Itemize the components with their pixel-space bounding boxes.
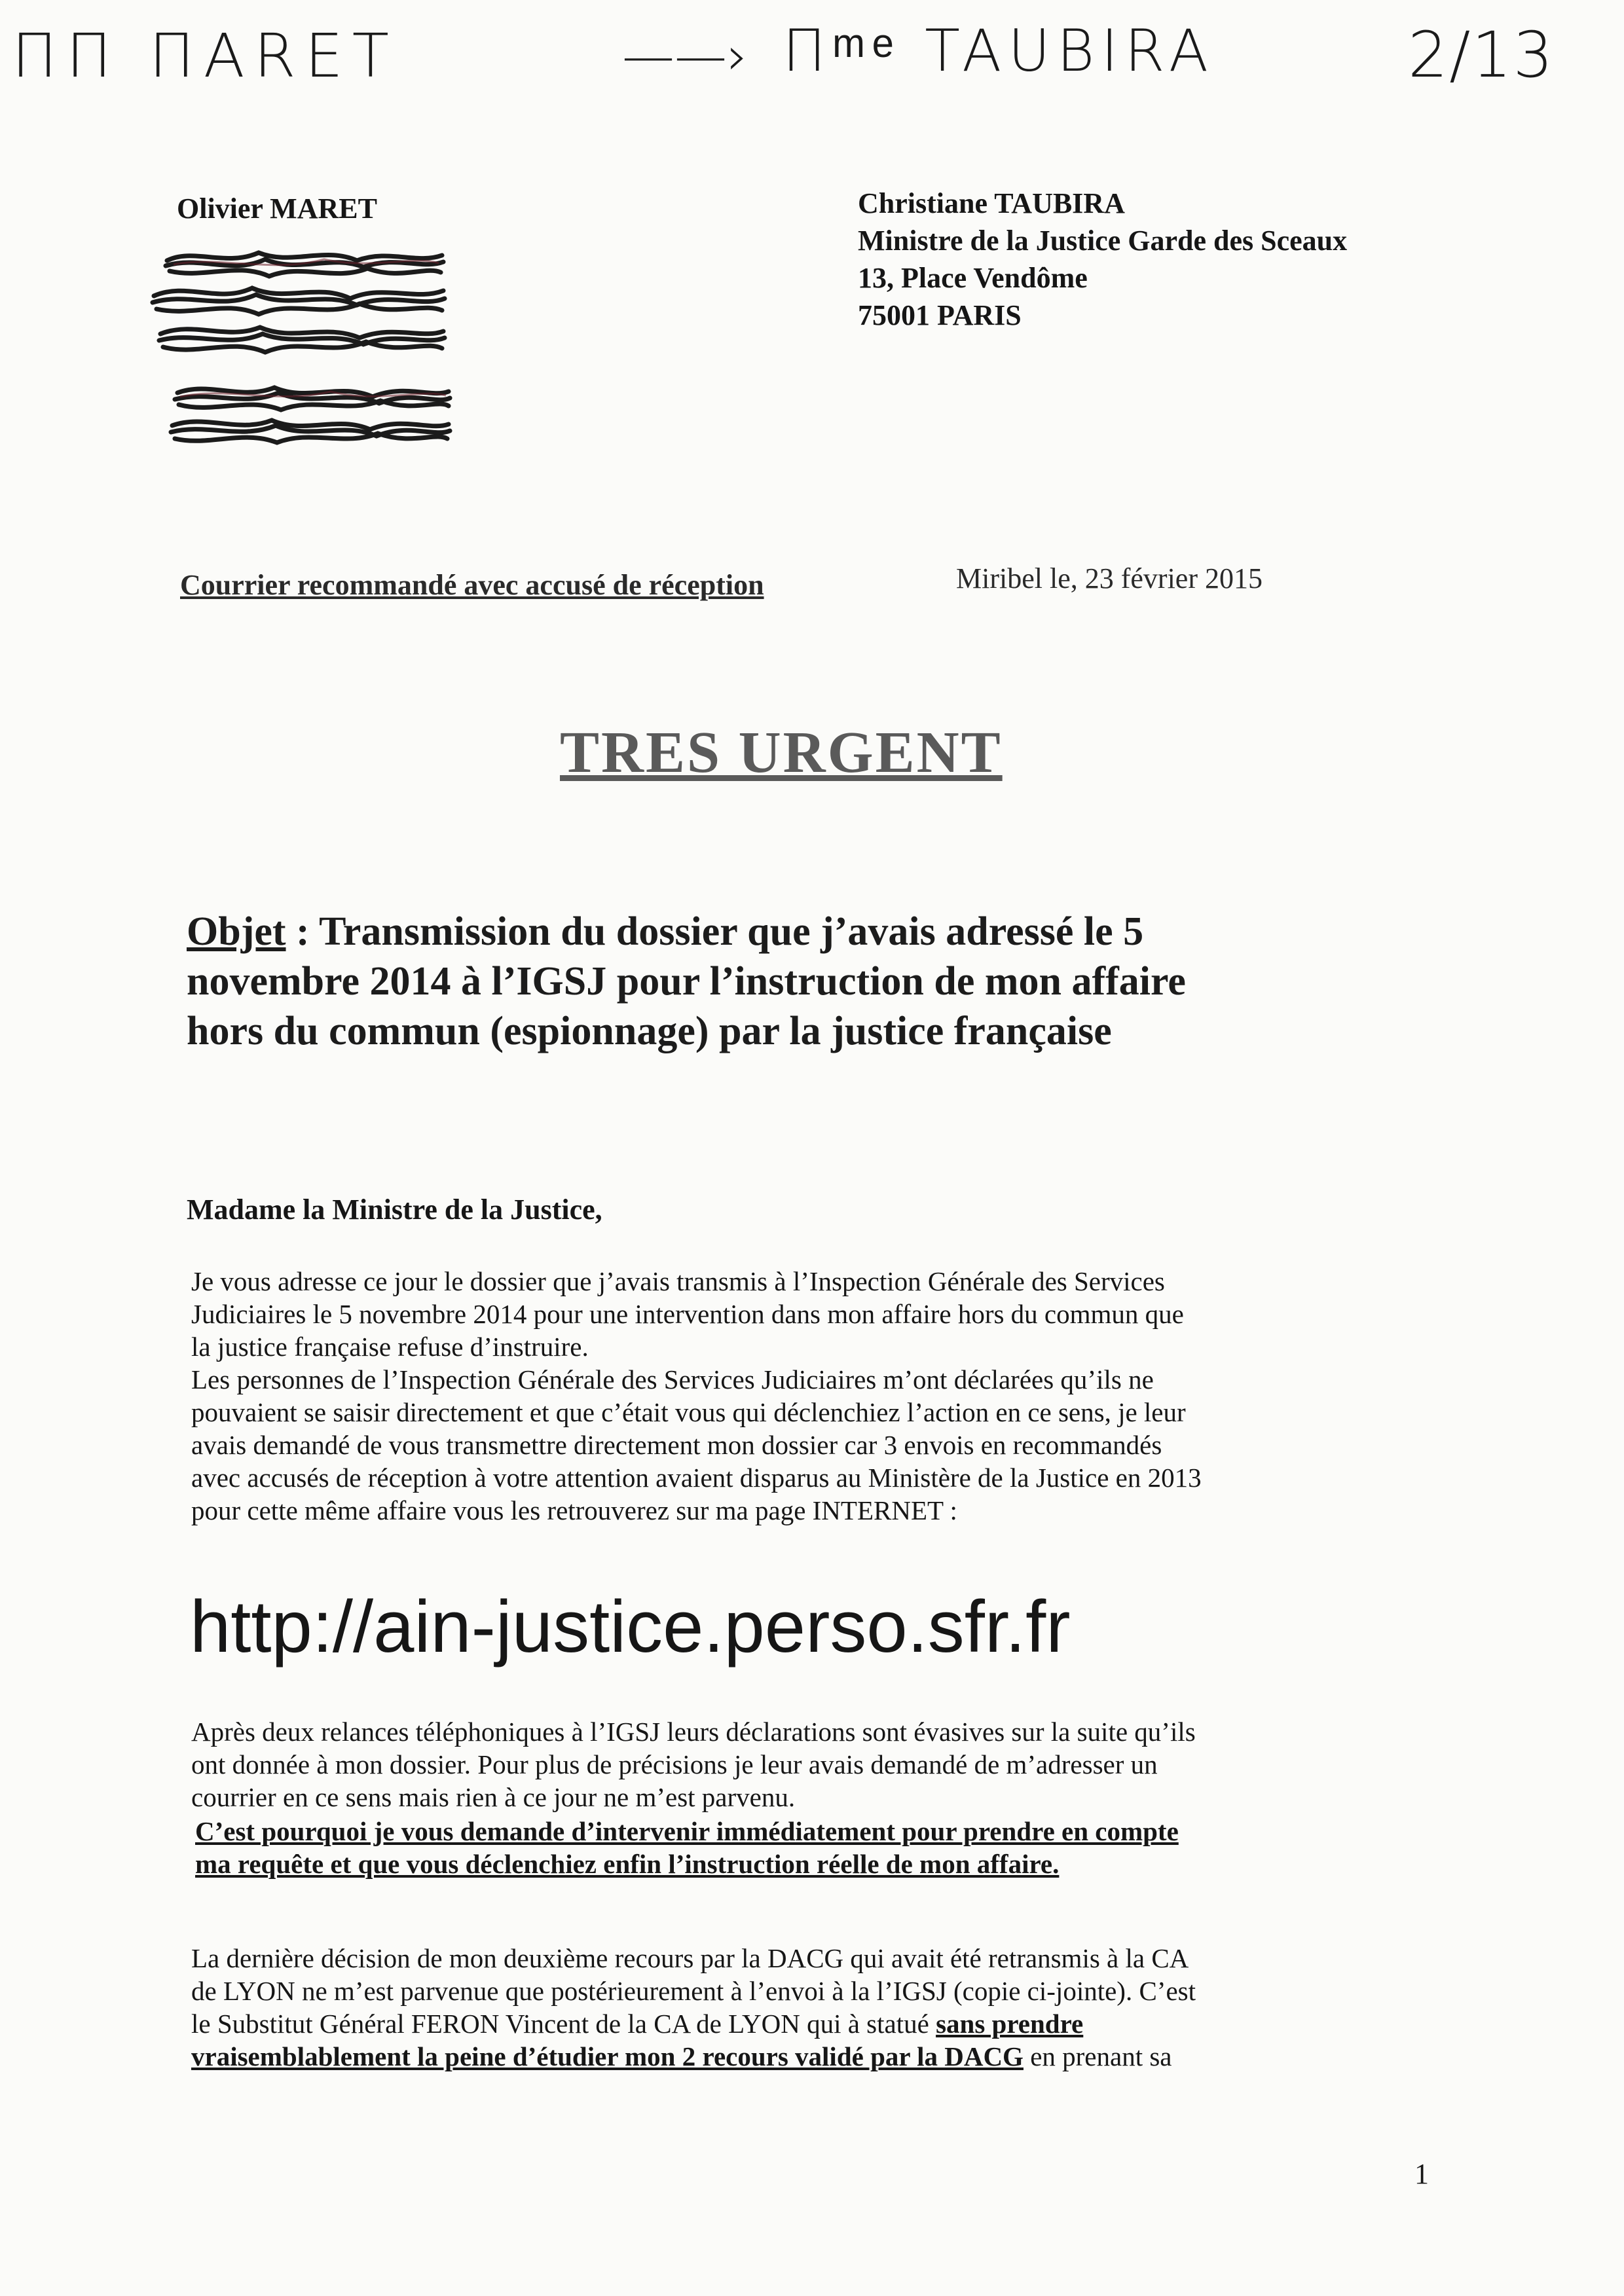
paragraph-3-line: ont donnée à mon dossier. Pour plus de précisions je leur avais demandé de m’adresser un <box>191 1749 1158 1779</box>
sender-name: Olivier MARET <box>177 192 377 225</box>
subject-label: Objet <box>187 909 286 954</box>
redaction-scribble-icon <box>141 236 462 452</box>
paragraph-3 <box>191 1715 1429 1813</box>
mail-type: Courrier recommandé avec accusé de réception <box>180 569 764 601</box>
paragraph-4-line: La dernière décision de mon deuxième recours par la DACG qui avait été retransmis à la CA <box>191 1943 1189 1973</box>
page-number: 1 <box>1414 2158 1429 2190</box>
salutation: Madame la Ministre de la Justice, <box>187 1194 602 1226</box>
sender-block <box>177 190 377 227</box>
handwritten-page-count: 2/13 <box>1408 18 1555 92</box>
paragraph-2-line: pour cette même affaire vous les retrouverez sur ma page INTERNET : <box>191 1495 957 1525</box>
paragraph-2 <box>191 1363 1429 1527</box>
request-line-1: C’est pourquoi je vous demande d’intervenir immédiatement pour prendre en compte <box>195 1816 1179 1846</box>
paragraph-2-line: avais demandé de vous transmettre directement mon dossier car 3 envois en recommandés <box>191 1430 1162 1460</box>
handwritten-recipient: Πᵐᵉ TAUBIRA <box>783 17 1215 84</box>
paragraph-4-line: de LYON ne m’est parvenue que postérieurement à l’envoi à la l’IGSJ (copie ci-jointe). C’est <box>191 1976 1196 2006</box>
request-block <box>195 1815 1433 1880</box>
paragraph-4-underlined: sans prendre <box>936 2009 1084 2039</box>
recipient-street: 13, Place Vendôme <box>858 262 1088 294</box>
website-url[interactable]: http://ain-justice.perso.sfr.fr <box>190 1586 1071 1667</box>
paragraph-3-line: Après deux relances téléphoniques à l’IGSJ leurs déclarations sont évasives sur la suite qu’ils <box>191 1717 1196 1747</box>
subject-separator: : <box>296 909 310 954</box>
redacted-address <box>141 236 462 452</box>
recipient-title: Ministre de la Justice Garde des Sceaux <box>858 225 1348 257</box>
paragraph-4-line: en prenant sa <box>1030 2041 1172 2071</box>
paragraph-4-line: le Substitut Général FERON Vincent de la CA de LYON qui à statué <box>191 2009 929 2039</box>
subject-block <box>187 907 1431 1056</box>
handwritten-arrow: ——› <box>622 26 748 86</box>
urgency-heading: TRES URGENT <box>560 720 1003 785</box>
handwritten-sender: ΠΠ ΠARET <box>12 21 398 91</box>
request-line-2: ma requête et que vous déclenchiez enfin l’instruction réelle de mon affaire. <box>195 1849 1060 1879</box>
subject-line-3: hors du commun (espionnage) par la justice française <box>187 1009 1112 1053</box>
paragraph-1 <box>191 1265 1429 1363</box>
recipient-block <box>858 185 1347 334</box>
paragraph-4 <box>191 1942 1429 2073</box>
paragraph-4-underlined: vraisemblablement la peine d’étudier mon 2 recours validé par la DACG <box>191 2041 1024 2071</box>
paragraph-2-line: pouvaient se saisir directement et que c’était vous qui déclenchiez l’action en ce sens, je leur <box>191 1397 1186 1427</box>
place-date: Miribel le, 23 février 2015 <box>956 562 1263 594</box>
paragraph-2-line: avec accusés de réception à votre attention avaient disparus au Ministère de la Justice en 2013 <box>191 1463 1202 1493</box>
recipient-name: Christiane TAUBIRA <box>858 187 1125 219</box>
paragraph-3-line: courrier en ce sens mais rien à ce jour ne m’est parvenu. <box>191 1782 796 1812</box>
subject-line-2: novembre 2014 à l’IGSJ pour l’instruction de mon affaire <box>187 959 1186 1004</box>
paragraph-1-line: Je vous adresse ce jour le dossier que j’avais transmis à l’Inspection Générale des Services <box>191 1266 1165 1296</box>
paragraph-1-line: la justice française refuse d’instruire. <box>191 1332 589 1362</box>
paragraph-1-line: Judiciaires le 5 novembre 2014 pour une intervention dans mon affaire hors du commun que <box>191 1299 1184 1329</box>
subject-line-1: Transmission du dossier que j’avais adressé le 5 <box>319 909 1144 954</box>
recipient-city: 75001 PARIS <box>858 299 1022 331</box>
paragraph-2-line: Les personnes de l’Inspection Générale des Services Judiciaires m’ont déclarées qu’ils ne <box>191 1364 1154 1394</box>
